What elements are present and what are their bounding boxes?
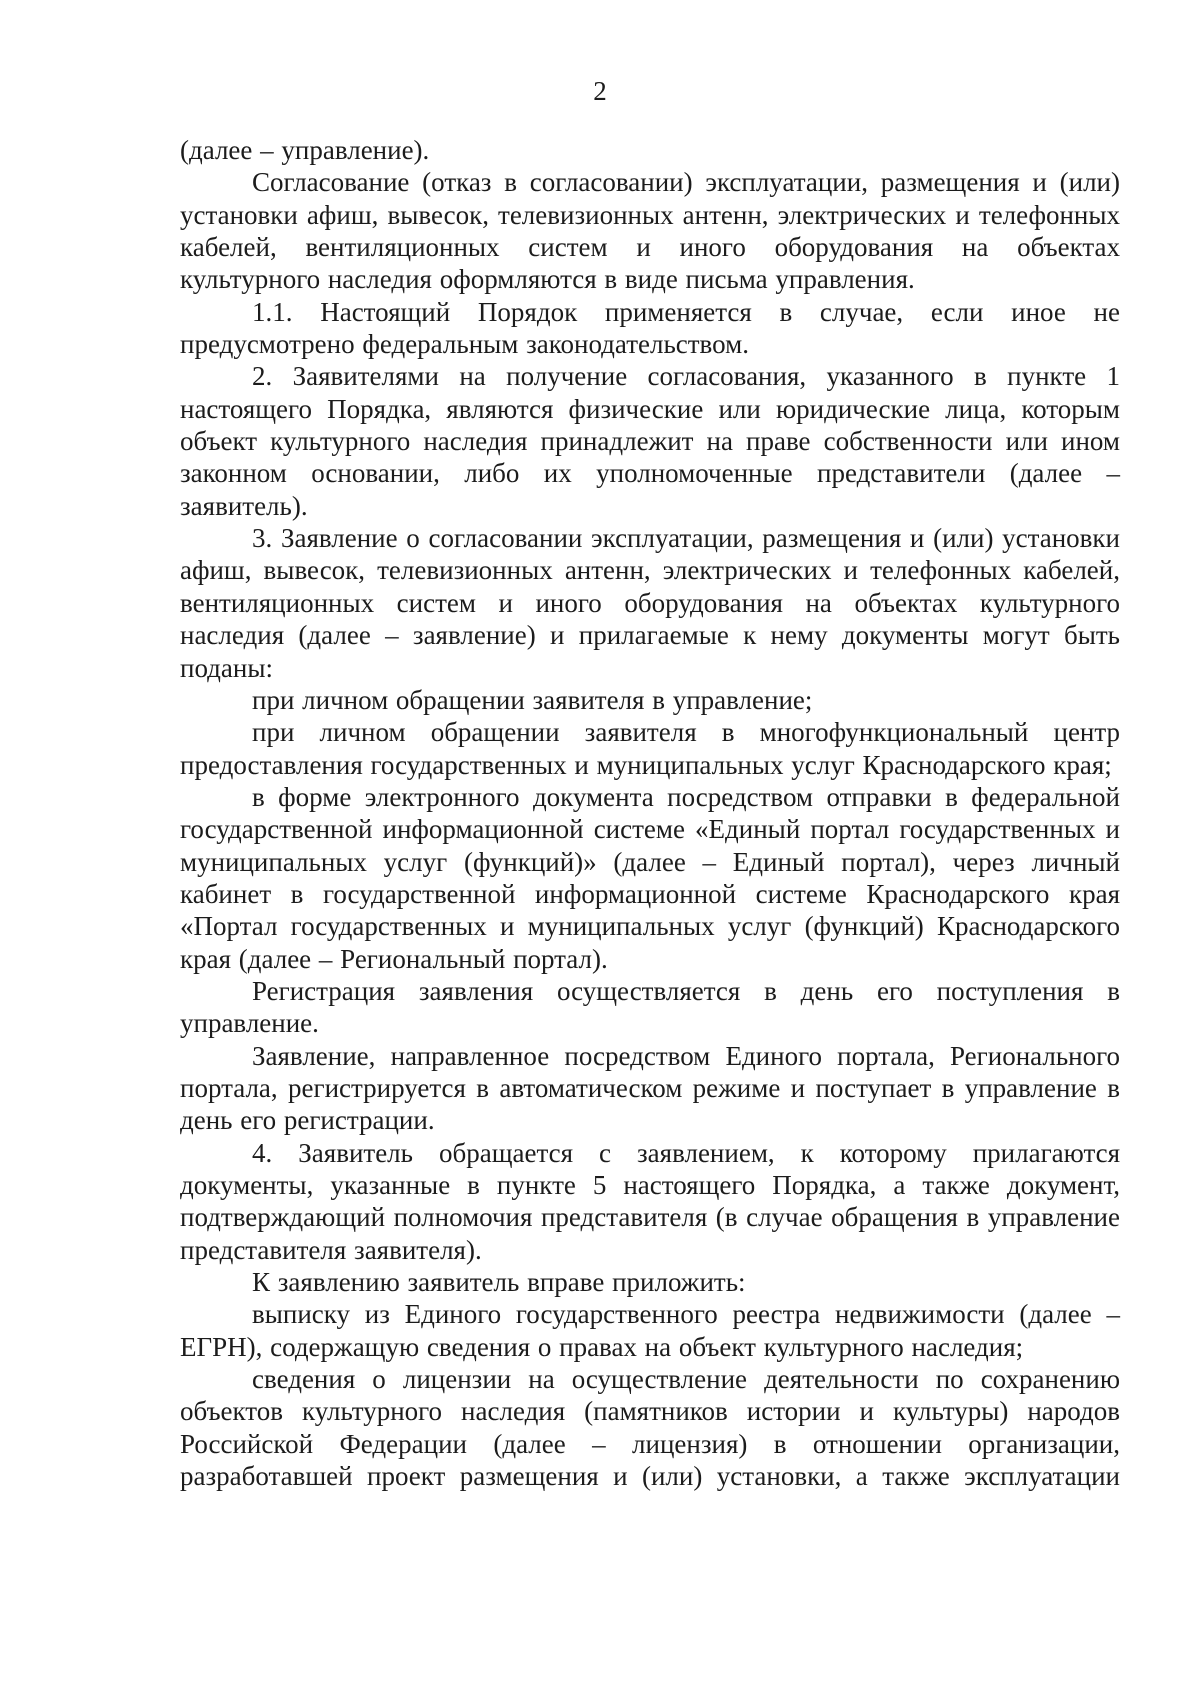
paragraph-personal-visit: при личном обращении заявителя в управление;	[252, 684, 813, 715]
paragraph-portal-registration: Заявление, направленное посредством Единого портала, Регионального портала, регистрируется в автоматическом режиме и поступает в управление в день его регистрации.	[180, 1040, 1120, 1136]
paragraph-approval-form: Согласование (отказ в согласовании) эксплуатации, размещения и (или) установки афиш, вывесок, телевизионных антенн, электрических и телефонных кабелей, вентиляционных систем и иного оборудования на объектах культурного наследия оформляются в виде письма управления.	[180, 167, 1120, 295]
paragraph-continuation: (далее – управление).	[180, 135, 430, 165]
paragraph-3-application: 3. Заявление о согласовании эксплуатации, размещения и (или) установки афиш, вывесок, телевизионных антенн, электрических и телефонных кабелей, вентиляционных систем и иного оборудования на объектах культурного наследия (далее – заявление) и прилагаемые к нему документы могут быть поданы:	[180, 523, 1120, 683]
paragraph-egrn-extract: выписку из Единого государственного реестра недвижимости (далее – ЕГРН), содержащую сведения о правах на объект культурного наследия;	[180, 1299, 1120, 1362]
paragraph-electronic-form: в форме электронного документа посредством отправки в федеральной государственной информационной системе «Единый портал государственных и муниципальных услуг (функций)» (далее – Единый портал), через личный кабинет в государственной информационной системе Краснодарского края «Портал государственных и муниципальных услуг (функций) Краснодарского края (далее – Региональный портал).	[180, 781, 1120, 974]
paragraph-optional-attachments: К заявлению заявитель вправе приложить:	[252, 1267, 746, 1298]
paragraph-license-info: сведения о лицензии на осуществление деятельности по сохранению объектов культурного наследия (памятников истории и культуры) народов Российской Федерации (далее – лицензия) в отношении организации, разработавшей проект размещения и (или) установки, а также эксплуатации	[180, 1364, 1120, 1492]
paragraph-2-applicants: 2. Заявителями на получение согласования, указанного в пункте 1 настоящего Порядка, являются физические или юридические лица, которым объект культурного наследия принадлежит на праве собственности или ином законном основании, либо их уполномоченные представители (далее – заявитель).	[180, 361, 1120, 521]
paragraph-1-1: 1.1. Настоящий Порядок применяется в случае, если иное не предусмотрено федеральным законодательством.	[180, 296, 1120, 360]
paragraph-mfc-visit: при личном обращении заявителя в многофункциональный центр предоставления государственных и муниципальных услуг Краснодарского края;	[180, 717, 1120, 780]
page-number: 2	[593, 76, 607, 106]
document-body	[180, 134, 1120, 1492]
paragraph-4-documents: 4. Заявитель обращается с заявлением, к которому прилагаются документы, указанные в пункте 5 настоящего Порядка, а также документ, подтверждающий полномочия представителя (в случае обращения в управление представителя заявителя).	[180, 1137, 1120, 1265]
paragraph-registration: Регистрация заявления осуществляется в день его поступления в управление.	[180, 975, 1120, 1039]
